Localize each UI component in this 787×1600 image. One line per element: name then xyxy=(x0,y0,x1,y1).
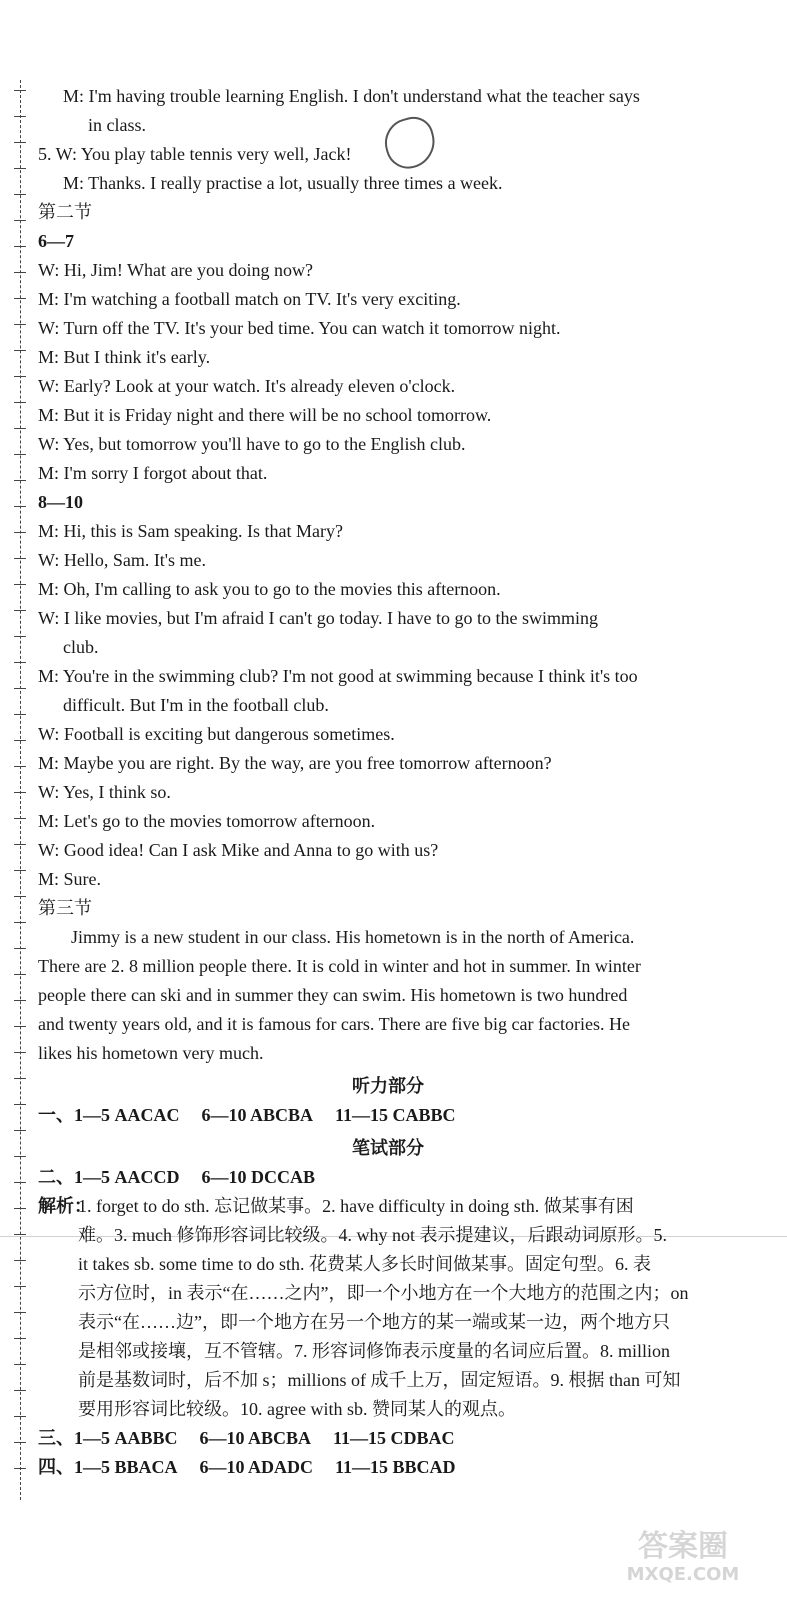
margin-tick xyxy=(14,1390,26,1391)
explanation-label: 解析： xyxy=(38,1196,92,1216)
margin-tick xyxy=(14,1026,26,1027)
answers-part-three: 三、1—5 AABBC 6—10 ABCBA 11—15 CDBAC xyxy=(38,1428,455,1448)
margin-tick xyxy=(14,1130,26,1131)
explanation-line: 是相邻或接壤，互不管辖。7. 形容词修饰表示度量的名词应后置。8. million xyxy=(78,1341,671,1361)
binding-margin-ticks xyxy=(14,90,28,1490)
explanation-line: 示方位时，in 表示“在……之内”，即一个小地方在一个大地方的范围之内；on xyxy=(78,1283,689,1303)
transcript-line: M: Thanks. I really practise a lot, usually three times a week. xyxy=(63,173,503,193)
margin-tick xyxy=(14,90,26,91)
document-body xyxy=(38,82,738,1482)
section-heading-writing: 笔试部分 xyxy=(352,1138,424,1158)
margin-tick xyxy=(14,1156,26,1157)
transcript-line: difficult. But I'm in the football club. xyxy=(63,695,329,715)
passage-line: and twenty years old, and it is famous for cars. There are five big car factories. He xyxy=(38,1014,630,1034)
margin-tick xyxy=(14,844,26,845)
margin-tick xyxy=(14,1234,26,1235)
margin-tick xyxy=(14,688,26,689)
margin-tick xyxy=(14,142,26,143)
passage-line: likes his hometown very much. xyxy=(38,1043,264,1063)
transcript-line: W: Yes, I think so. xyxy=(38,782,171,802)
margin-tick xyxy=(14,116,26,117)
transcript-line: M: I'm sorry I forgot about that. xyxy=(38,463,268,483)
margin-tick xyxy=(14,974,26,975)
explanation-text xyxy=(38,1192,738,1424)
transcript-line: 第二节 xyxy=(38,202,92,222)
margin-tick xyxy=(14,168,26,169)
passage-line: There are 2. 8 million people there. It is cold in winter and hot in summer. In winter xyxy=(38,956,641,976)
margin-tick xyxy=(14,1286,26,1287)
margin-tick xyxy=(14,922,26,923)
margin-tick xyxy=(14,1182,26,1183)
transcript-line: 8—10 xyxy=(38,492,83,512)
transcript-line: club. xyxy=(63,637,99,657)
margin-tick xyxy=(14,610,26,611)
section-heading-listening: 听力部分 xyxy=(352,1076,424,1096)
transcript-line: W: Hello, Sam. It's me. xyxy=(38,550,207,570)
transcript-line: M: Hi, this is Sam speaking. Is that Mary? xyxy=(38,521,343,541)
transcript-line: 6—7 xyxy=(38,231,74,251)
svg-text:MXQE.COM: MXQE.COM xyxy=(626,1564,740,1585)
margin-tick xyxy=(14,1312,26,1313)
margin-tick xyxy=(14,740,26,741)
margin-tick xyxy=(14,1442,26,1443)
margin-tick xyxy=(14,870,26,871)
explanation-line: 难。3. much 修饰形容词比较级。4. why not 表示提建议，后跟动词原形。5. xyxy=(78,1225,667,1245)
margin-tick xyxy=(14,792,26,793)
transcript-line: W: Football is exciting but dangerous sometimes. xyxy=(38,724,395,744)
margin-tick xyxy=(14,454,26,455)
margin-tick xyxy=(14,1338,26,1339)
margin-tick xyxy=(14,1364,26,1365)
margin-tick xyxy=(14,194,26,195)
margin-tick xyxy=(14,1416,26,1417)
margin-tick xyxy=(14,298,26,299)
transcript-line: M: Maybe you are right. By the way, are you free tomorrow afternoon? xyxy=(38,753,552,773)
margin-tick xyxy=(14,480,26,481)
margin-tick xyxy=(14,1208,26,1209)
transcript-line: 5. W: You play table tennis very well, Jack! xyxy=(38,144,352,164)
margin-tick xyxy=(14,402,26,403)
margin-tick xyxy=(14,272,26,273)
margin-tick xyxy=(14,1468,26,1469)
transcript-line: M: I'm watching a football match on TV. It's very exciting. xyxy=(38,289,461,309)
passage-line: people there can ski and in summer they can swim. His hometown is two hundred xyxy=(38,985,628,1005)
margin-tick xyxy=(14,558,26,559)
answers-part-four: 四、1—5 BBACA 6—10 ADADC 11—15 BBCAD xyxy=(38,1457,456,1477)
margin-tick xyxy=(14,220,26,221)
transcript-line: W: I like movies, but I'm afraid I can't go today. I have to go to the swimming xyxy=(38,608,599,628)
margin-tick xyxy=(14,1052,26,1053)
transcript-line: M: I'm having trouble learning English. I don't understand what the teacher says xyxy=(63,86,640,106)
transcript-line: M: Sure. xyxy=(38,869,101,889)
passage-line: Jimmy is a new student in our class. His hometown is in the north of America. xyxy=(71,927,635,947)
margin-tick xyxy=(14,1104,26,1105)
margin-tick xyxy=(14,714,26,715)
transcript-line: W: Early? Look at your watch. It's already eleven o'clock. xyxy=(38,376,456,396)
margin-tick xyxy=(14,662,26,663)
explanation-line: 前是基数词时，后不加 s；millions of 成千上万，固定短语。9. 根据 than 可知 xyxy=(78,1370,681,1390)
margin-tick xyxy=(14,896,26,897)
margin-tick xyxy=(14,636,26,637)
transcript-line: W: Turn off the TV. It's your bed time. You can watch it tomorrow night. xyxy=(38,318,561,338)
answers-part-one: 一、1—5 AACAC 6—10 ABCBA 11—15 CABBC xyxy=(38,1105,456,1125)
transcript-line: M: But it is Friday night and there will be no school tomorrow. xyxy=(38,405,492,425)
transcript-line: W: Hi, Jim! What are you doing now? xyxy=(38,260,313,280)
explanation-line: 表示“在……边”，即一个地方在另一个地方的某一端或某一边，两个地方只 xyxy=(78,1312,670,1332)
margin-tick xyxy=(14,350,26,351)
watermark-logo xyxy=(593,1518,773,1588)
margin-tick xyxy=(14,766,26,767)
margin-tick xyxy=(14,246,26,247)
svg-text:答案圈: 答案圈 xyxy=(638,1529,728,1564)
margin-tick xyxy=(14,324,26,325)
margin-tick xyxy=(14,532,26,533)
transcript-line: M: You're in the swimming club? I'm not good at swimming because I think it's too xyxy=(38,666,638,686)
margin-tick xyxy=(14,1078,26,1079)
transcript-line: 第三节 xyxy=(38,898,92,918)
explanation-line: it takes sb. some time to do sth. 花费某人多长时间做某事。固定句型。6. 表 xyxy=(78,1254,651,1274)
passage-section-three xyxy=(38,923,738,1068)
margin-tick xyxy=(14,376,26,377)
listening-transcript xyxy=(38,82,738,923)
explanation-block xyxy=(38,1192,738,1424)
transcript-line: W: Yes, but tomorrow you'll have to go to the English club. xyxy=(38,434,466,454)
transcript-line: in class. xyxy=(88,115,146,135)
margin-tick xyxy=(14,584,26,585)
explanation-line: 1. forget to do sth. 忘记做某事。2. have difficulty in doing sth. 做某事有困 xyxy=(78,1196,634,1216)
transcript-line: W: Good idea! Can I ask Mike and Anna to go with us? xyxy=(38,840,439,860)
explanation-line: 要用形容词比较级。10. agree with sb. 赞同某人的观点。 xyxy=(78,1399,516,1419)
transcript-line: M: Oh, I'm calling to ask you to go to the movies this afternoon. xyxy=(38,579,501,599)
answers-part-two: 二、1—5 AACCD 6—10 DCCAB xyxy=(38,1167,316,1187)
transcript-line: M: But I think it's early. xyxy=(38,347,211,367)
margin-tick xyxy=(14,818,26,819)
margin-tick xyxy=(14,1000,26,1001)
margin-tick xyxy=(14,428,26,429)
margin-tick xyxy=(14,506,26,507)
margin-tick xyxy=(14,948,26,949)
margin-tick xyxy=(14,1260,26,1261)
transcript-line: M: Let's go to the movies tomorrow afternoon. xyxy=(38,811,376,831)
